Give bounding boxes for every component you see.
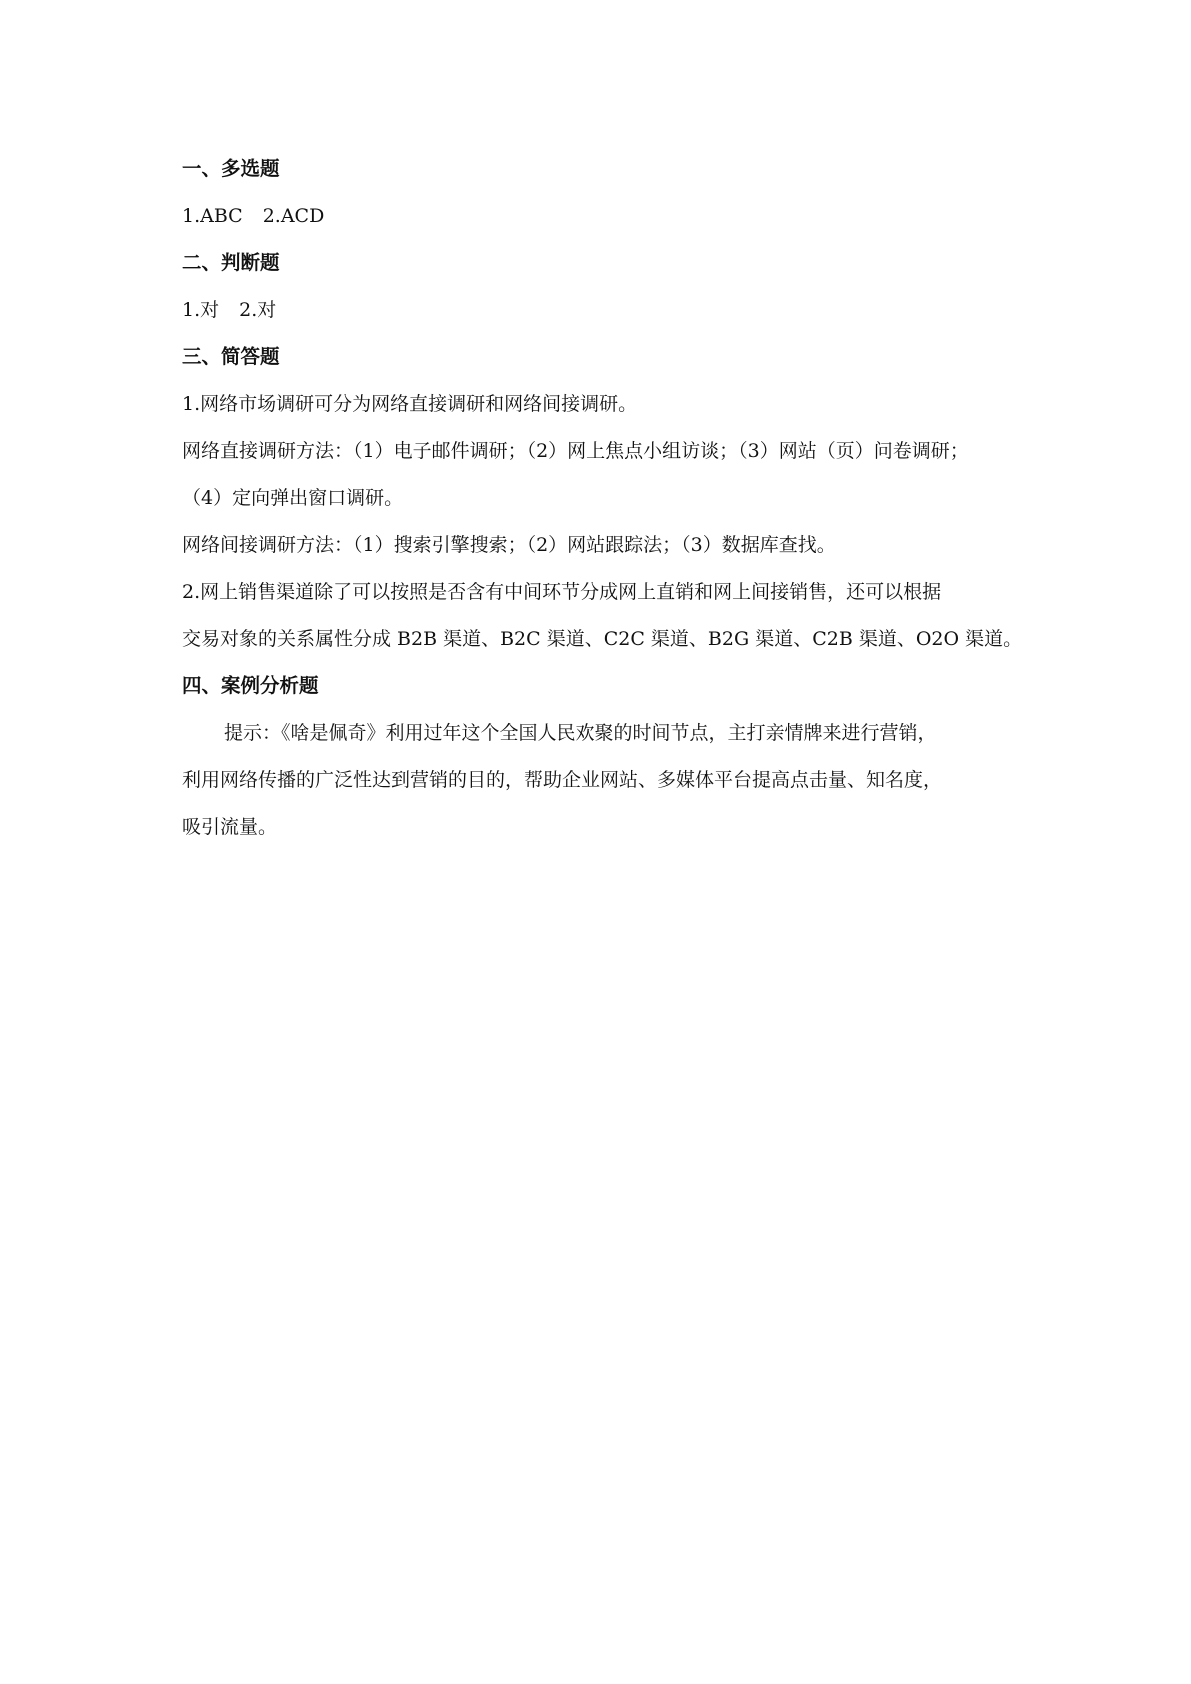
- paragraph-line: 吸引流量。: [182, 816, 278, 838]
- paragraph-line: 1.网络市场调研可分为网络直接调研和网络间接调研。: [182, 393, 638, 415]
- answer-item: 2.对: [239, 299, 277, 321]
- section-heading-multiple-choice: 一、多选题: [182, 157, 280, 180]
- paragraph-line: 提示：《啥是佩奇》利用过年这个全国人民欢聚的时间节点，主打亲情牌来进行营销，: [224, 722, 937, 744]
- paragraph-line: 网络直接调研方法：（1）电子邮件调研；（2）网上焦点小组访谈；（3）网站（页）问卷调研；: [182, 440, 969, 462]
- section-heading-true-false: 二、判断题: [182, 251, 280, 274]
- section-heading-case-analysis: 四、案例分析题: [182, 674, 319, 697]
- answer-item: 2.ACD: [262, 205, 325, 227]
- answer-content: [182, 150, 1023, 855]
- paragraph-line: 交易对象的关系属性分成 B2B 渠道、B2C 渠道、C2C 渠道、B2G 渠道、C2B 渠道、O2O 渠道。: [182, 628, 1023, 650]
- answer-line: [182, 291, 1018, 338]
- answer-item: 1.对: [182, 299, 220, 321]
- paragraph-line: 利用网络传播的广泛性达到营销的目的，帮助企业网站、多媒体平台提高点击量、知名度，: [182, 769, 943, 791]
- answer-item: 1.ABC: [182, 205, 243, 227]
- answer-line: [182, 197, 1018, 244]
- section-heading-short-answer: 三、简答题: [182, 345, 280, 368]
- paragraph-line: 网络间接调研方法：（1）搜索引擎搜索；（2）网站跟踪法；（3）数据库查找。: [182, 534, 836, 556]
- paragraph-line: （4）定向弹出窗口调研。: [182, 487, 404, 509]
- paragraph-line: 2.网上销售渠道除了可以按照是否含有中间环节分成网上直销和网上间接销售，还可以根据: [182, 581, 942, 603]
